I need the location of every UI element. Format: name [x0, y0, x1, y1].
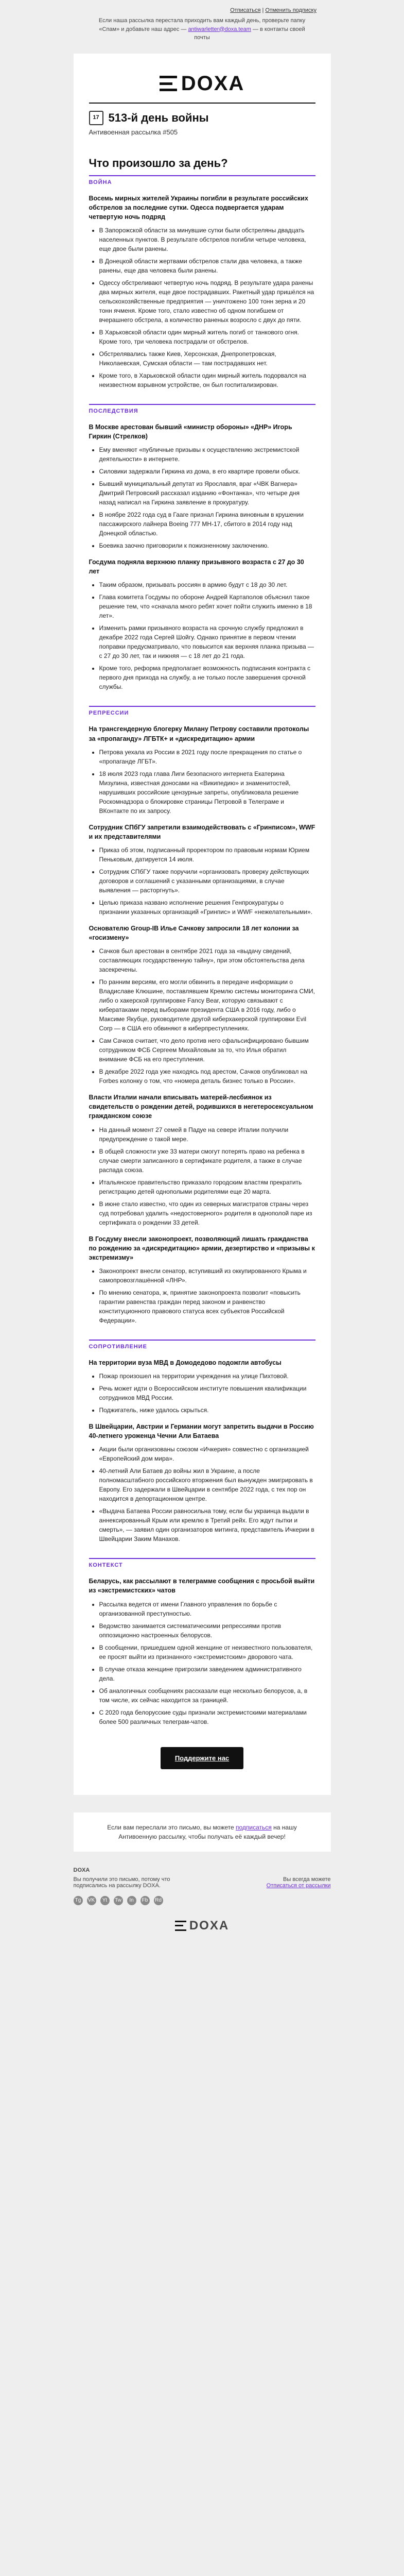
day-title: 513-й день войны	[108, 111, 209, 124]
doxa-logo	[89, 66, 315, 103]
doxa-logo-text: DOXA	[181, 72, 245, 95]
news-bullets	[89, 1125, 315, 1227]
news-bullet: • В общей сложности уже 33 матери смогут потерять право на ребенка в случае смерти записанного в сертификате родителя, а также в случае распада союза.	[99, 1147, 315, 1175]
footer-brand: DOXA	[73, 1867, 90, 1873]
news-bullet: • Сотрудник СПбГУ также поручили «организовать проверку действующих договоров и соглашений с указанными организациями, в случае выявления — расторгнуть».	[99, 867, 315, 895]
news-bullet: • В июне стало известно, что один из северных магистратов страны через суд потребовал удалить «недостоверного» родителя в однополой паре из сертификата о рождении 33 детей.	[99, 1199, 315, 1227]
news-bullet: • Законопроект внесли сенатор, вступивший из оккупированного Крыма и самопровозглашённой «ЛНР».	[99, 1266, 315, 1285]
news-bullet: • Сачков был арестован в сентябре 2021 года за «выдачу сведений, составляющих государственную тайну», при этом обстоятельства дела засекречены.	[99, 946, 315, 974]
section-label: ВОЙНА	[89, 175, 315, 189]
social-icon[interactable]: Fb	[140, 1896, 150, 1905]
doxa-logo-mark-icon	[160, 76, 177, 91]
news-bullet: • Пожар произошел на территории учреждения на улице Пихтовой.	[99, 1371, 315, 1381]
subscribe-link[interactable]: подписаться	[236, 1823, 272, 1831]
news-bullet: • 40-летний Али Батаев до войны жил в Украине, а после полномасштабного российского вторжения был вынужден эмигрировать в Европу. Его задержали в Швейцарии в сентябре 2022 года, с тех пор он находится в депортационном центре.	[99, 1466, 315, 1503]
footer	[74, 1867, 331, 1948]
news-bullet: • Одессу обстреливают четвертую ночь подряд. В результате удара ранены два мирных жителя, еще двое пострадавших. Ракетный удар пришёлся на сельскохозяйственные предприятия — уничтожено 100 тонн зерна и 20 тонн ячменя. Кроме того, стало известно об одном погибшем от вчерашнего обстрела, а количество раненых возросло с двух до пяти.	[99, 278, 315, 325]
news-headline: В Москве арестован бывший «министр обороны» «ДНР» Игорь Гиркин (Стрелков)	[89, 423, 292, 440]
news-bullets	[89, 748, 315, 816]
section-label: ПОСЛЕДСТВИЯ	[89, 404, 315, 417]
news-bullets	[89, 1600, 315, 1726]
social-icon[interactable]: Tw	[114, 1896, 123, 1905]
contact-email-link[interactable]: antiwarletter@doxa.team	[188, 26, 251, 32]
news-bullet: • По мнению сенатора, ж, принятие законопроекта позволит «повысить гарантии равенства граждан перед законом и ранвенство конституционного правового статуса всех субъектов Российской Федерации».	[99, 1288, 315, 1325]
news-bullet: • Бывший муниципальный депутат из Ярославля, враг «ЧВК Вагнера» Дмитрий Петровский рассказал изданию «Фонтанка», что четыре дня назад написал на Гиркина заявление в прокуратуру.	[99, 479, 315, 507]
footer-unsubscribe-link[interactable]: Отписаться от рассылки	[266, 1882, 331, 1889]
news-bullet: • В сообщении, пришедшем одной женщине от неизвестного пользователя, ее просят выйти из признанного «экстремистским» дворового чата.	[99, 1643, 315, 1662]
news-bullets	[89, 226, 315, 389]
footer-logo-mark-icon	[175, 1921, 186, 1931]
news-bullet: • Кроме того, реформа предполагает возможность подписания контракта с первого дня прихода на службу, а не только после завершения срочной службы.	[99, 664, 315, 691]
news-bullet: • Изменить рамки призывного возраста на срочную службу предложил в декабре 2022 года Сергей Шойгу. Однако принятие в первом чтении поправки предусматривало, что повысится как верхняя планка призыва — с 27 до 30 лет, так и нижняя — с 18 лет до 21 года.	[99, 623, 315, 660]
news-bullets	[89, 946, 315, 1086]
news-bullet: • В Донецкой области жертвами обстрелов стали два человека, а также ранены, еще два человека были ранены.	[99, 257, 315, 275]
news-bullets	[89, 1445, 315, 1544]
support-us-button[interactable]: Поддержите нас	[161, 1747, 243, 1769]
news-bullet: • Целью приказа названо исполнение решения Генпрокуратуры о признании указанных организаций «Гринпис» и WWF «нежелательными».	[99, 898, 315, 917]
unsubscribe-link[interactable]: Отписаться	[230, 7, 261, 13]
news-bullet: • В ноябре 2022 года суд в Гааге признал Гиркина виновным в крушении пассажирского лайнера Boeing 777 MH-17, сбитого в 2014 году над Донецкой областью.	[99, 510, 315, 538]
news-headline: Власти Италии начали вписывать матерей-лесбиянок из свидетельств о рождении детей, родившихся в негетеросексуальном гражданском союзе	[89, 1094, 313, 1120]
social-icon[interactable]: Tg	[74, 1896, 83, 1905]
news-headline: Восемь мирных жителей Украины погибли в результате российских обстрелов за последние сутки. Одесса подвергается ударам четвертую ночь подряд	[89, 194, 308, 221]
calendar-icon: 17	[89, 111, 103, 125]
news-bullet: • Об аналогичных сообщениях рассказали еще несколько белорусов, а, в том числе, их сейчас находится за границей.	[99, 1686, 315, 1705]
footer-unsubscribe: Вы всегда можете Отписаться от рассылки	[266, 1876, 331, 1889]
news-bullet: • Рассылка ведется от имени Главного управления по борьбе с организованной преступностью.	[99, 1600, 315, 1618]
top-bar: Отписаться | Отменить подписку	[230, 7, 317, 13]
news-bullet: • В случае отказа женщине пригрозили заведением административного дела.	[99, 1665, 315, 1683]
news-headline: В Госдуму внесли законопроект, позволяющий лишать гражданства по рождению за «дискредитацию» армии, дезертирство и «призывы к экстремизму»	[89, 1235, 315, 1261]
news-bullet: • В Запорожской области за минувшие сутки были обстреляны двадцать населенных пунктов. В результате обстрелов погибли четыре человека, еще двое были ранены.	[99, 226, 315, 253]
footer-row	[74, 1876, 331, 1889]
news-sections	[89, 175, 315, 1726]
footer-logo	[74, 1908, 331, 1948]
news-bullet: • Петрова уехала из России в 2021 году после прекращения по статье о «пропаганде ЛГБТ».	[99, 748, 315, 766]
news-headline: В Швейцарии, Австрии и Германии могут запретить выдачи в Россию 40-летнего уроженца Чечни Али Батаева	[89, 1423, 314, 1440]
news-headline: Беларусь, как рассылают в телеграмме сообщения с просьбой выйти из «экстремистских» чатов	[89, 1578, 315, 1595]
news-bullet: • «Выдача Батаева России равносильна тому, если бы украинца выдали в аннексированный Крым или кремлю в Третий рейх. Его ждут пытки и смерть», — заявил один организаторов митинга, представитель Ичкерии в Швейцарии Заким Манахов.	[99, 1506, 315, 1544]
news-headline: Госдума подняла верхнюю планку призывного возраста с 27 до 30 лет	[89, 558, 304, 575]
news-bullets	[89, 445, 315, 550]
cta-wrap	[89, 1734, 315, 1774]
news-bullet: • 18 июля 2023 года глава Лиги безопасного интернета Екатерина Мизулина, известная доносами на «Википедию» и знаменитостей, нарушивших российские цензурные запреты, опубликовала решение Роскомнадзора о блокировке страницы Петровой в Телеграме и ВКонтакте по их запросу.	[99, 769, 315, 816]
news-bullet: • С 2020 года белорусские суды признали экстремистскими материалами более 500 различных телеграм-чатов.	[99, 1708, 315, 1726]
section-label: КОНТЕКСТ	[89, 1558, 315, 1571]
news-bullet: • Обстрелявались также Киев, Херсонская, Днепропетровская, Николаевская, Сумская области — там пострадавших нет.	[99, 349, 315, 368]
social-icon[interactable]: Rd	[154, 1896, 163, 1905]
day-row	[89, 104, 315, 128]
main-title: Что произошло за день?	[89, 156, 228, 170]
social-links	[74, 1889, 331, 1908]
forward-subscribe-card: Если вам переслали это письмо, вы можете подписаться на нашу Антивоенную рассылку, чтобы получать её каждый вечер!	[74, 1812, 331, 1852]
news-bullets	[89, 1371, 315, 1415]
news-bullet: • Речь может идти о Всероссийском институте повышения квалификации сотрудников МВД России.	[99, 1384, 315, 1402]
issue-number: Антивоенная рассылка #505	[89, 128, 178, 136]
section-label: СОПРОТИВЛЕНИЕ	[89, 1340, 315, 1353]
news-bullet: • Глава комитета Госдумы по обороне Андрей Картаполов объяснил такое решение тем, что «сначала много ребят хочет пойти служить именно в 18 лет».	[99, 592, 315, 620]
news-bullets	[89, 580, 315, 691]
news-bullet: • Кроме того, в Харьковской области один мирный житель подорвался на неизвестном взрывном устройстве, он был госпитализирован.	[99, 371, 315, 389]
social-icon[interactable]: Yt	[100, 1896, 110, 1905]
cancel-subscription-link[interactable]: Отменить подписку	[265, 7, 317, 13]
news-bullets	[89, 1266, 315, 1325]
news-bullet: • Ведомство занимается систематическими репрессиями против оппозиционно настроенных белорусов.	[99, 1621, 315, 1640]
social-icon[interactable]: VK	[87, 1896, 96, 1905]
news-bullet: • Поджигатель, ниже удалось скрыться.	[99, 1405, 315, 1415]
news-bullets	[89, 845, 315, 917]
news-bullet: • На данный момент 27 семей в Падуе на севере Италии получили предупреждение о такой мере.	[99, 1125, 315, 1144]
news-bullet: • Итальянское правительство приказало городским властям прекратить регистрацию детей однополыми родителями еще 20 марта.	[99, 1178, 315, 1196]
news-bullet: • Таким образом, призывать россиян в армию будут с 18 до 30 лет.	[99, 580, 315, 589]
news-headline: Основателю Group-IB Илье Сачкову запросили 18 лет колонии за «госизмену»	[89, 924, 299, 941]
news-bullet: • Ему вменяют «публичные призывы к осуществлению экстремистской деятельности» в интернете.	[99, 445, 315, 464]
news-bullet: • В Харьковской области один мирный житель погиб от танкового огня. Кроме того, три человека пострадали от обстрелов.	[99, 328, 315, 346]
news-bullet: • Силовики задержали Гиркина из дома, в его квартире провели обыск.	[99, 467, 315, 476]
news-headline: Сотрудник СПбГУ запретили взаимодействовать с «Гринписом», WWF и их представителями	[89, 823, 315, 840]
news-bullet: • Боевика заочно приговорили к пожизненному заключению.	[99, 541, 315, 550]
social-icon[interactable]: In	[127, 1896, 136, 1905]
newsletter-card	[74, 54, 331, 1795]
spam-notice: Если наша рассылка перестала приходить вам каждый день, проверьте папку «Спам» и добавьте наш адрес — antiwarletter@doxa.team — в контакты своей почты	[98, 18, 306, 41]
footer-reason: Вы получили это письмо, потому что подписались на рассылку DOXA.	[73, 1876, 170, 1889]
news-bullet: • По ранним версиям, его могли обвинить в передаче информации о Владиславе Клюшине, поставлявшем Кремлю системы мониторинга СМИ, либо о хакерской группировке Fancy Bear, которую связывают с кибератаками перед выборами президента США в 2016 году, либо о Максиме Якубце, руководителе другой киберхакерской группировки Evil Corp — в США его обвиняют в киберпреступлениях.	[99, 977, 315, 1033]
news-headline: На территории вуза МВД в Домодедово подожгли автобусы	[89, 1359, 282, 1366]
news-bullet: • В декабре 2022 года уже находясь под арестом, Сачков опубликовал на Forbes колонку о том, что «номера деталь бизнес только в России».	[99, 1067, 315, 1086]
news-bullet: • Акции были организованы союзом «Ичкерия» совместно с организацией «Европейский дом мира».	[99, 1445, 315, 1463]
footer-logo-text: DOXA	[189, 1918, 230, 1933]
news-headline: На трансгендерную блогерку Милану Петрову составили протоколы за «пропаганду» ЛГБТК+ и «дискредитацию» армии	[89, 725, 309, 742]
news-bullet: • Сам Сачков считает, что дело против него сфальсифицировано бывшим сотрудником ФСБ Сергеем Михайловым за то, что Илья обратил внимание ФСБ на его преступления.	[99, 1036, 315, 1064]
news-bullet: • Приказ об этом, подписанный проректором по правовым нормам Юрием Пеньковым, датируется 14 июля.	[99, 845, 315, 864]
section-label: РЕПРЕССИИ	[89, 706, 315, 719]
